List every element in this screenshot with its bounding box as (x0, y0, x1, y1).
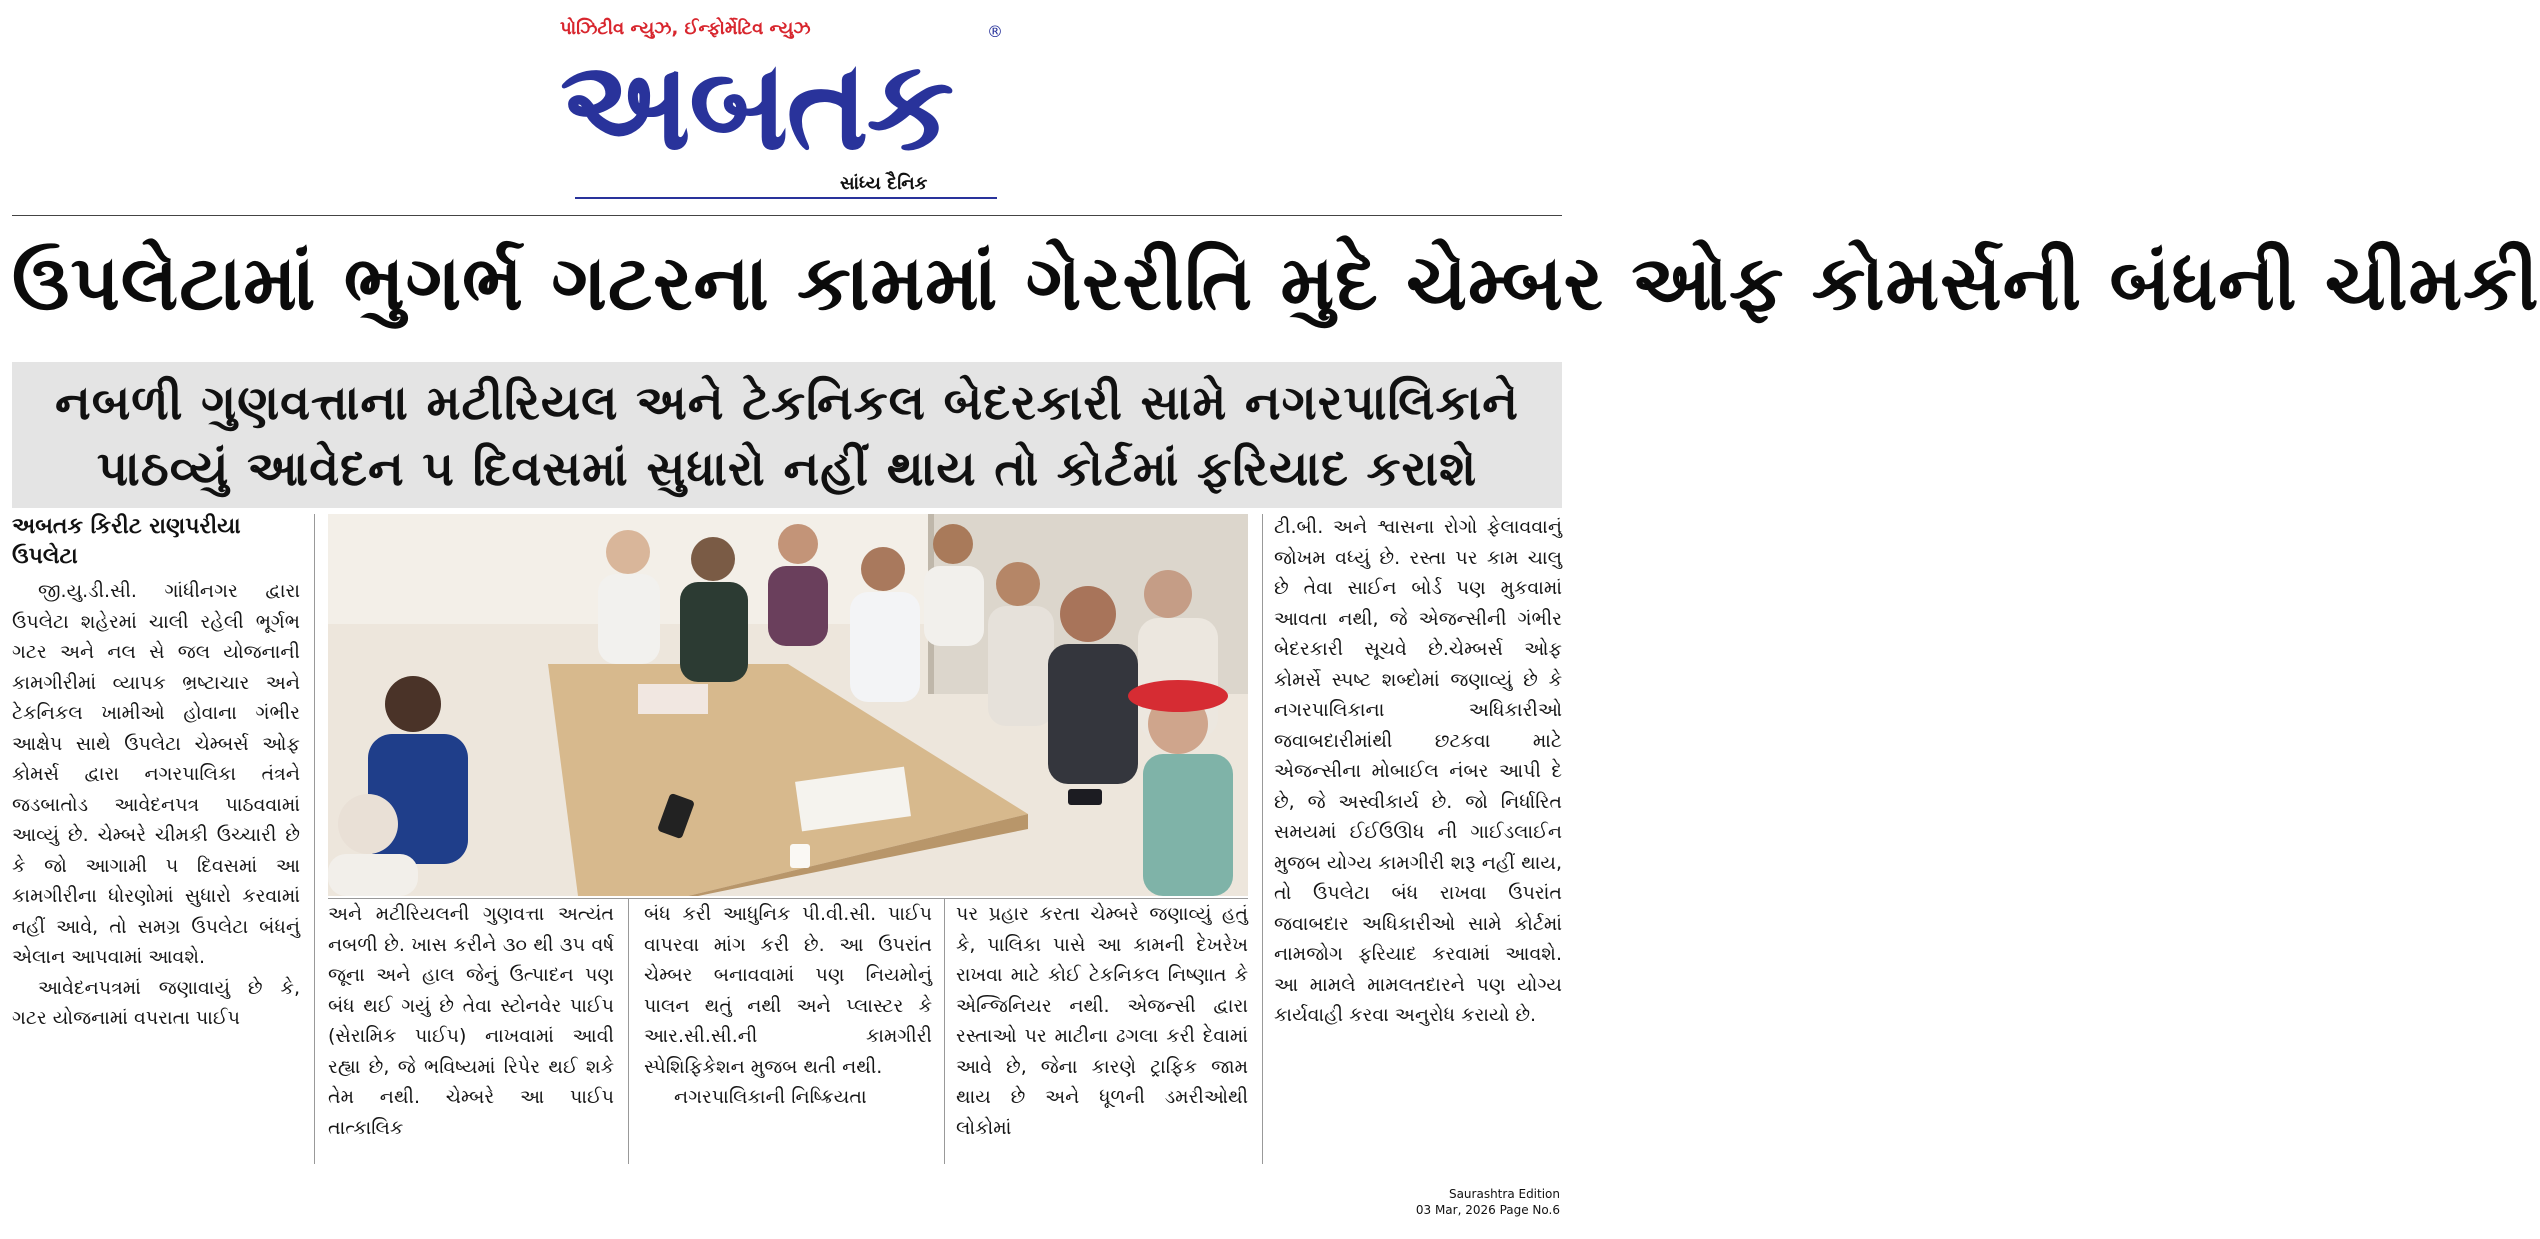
column-divider (944, 898, 945, 1164)
article-subheadline-box (12, 362, 1562, 508)
masthead-subbrand: સાંધ્ય દૈનિક (840, 173, 928, 194)
paragraph: અને મટીરિયલની ગુણવત્તા અત્યંત નબળી છે. ખાસ કરીને ૩૦ થી ૩૫ વર્ષ જૂના અને હાલ જેનું ઉત્પાદન પણ બંધ થઈ ગયું છે તેવા સ્ટોનવેર પાઈપ (સેરામિક પાઈપ) નાખવામાં આવી રહ્યા છે, જે ભવિષ્યમાં રિપેર થઈ શકે તેમ નથી. ચેમ્બરે આ પાઈપ તાત્કાલિક (328, 903, 614, 1139)
article-column-2 (328, 899, 614, 1143)
article-headline: ઉપલેટામાં ભુગર્ભ ગટરના કામમાં ગેરરીતિ મુદે ચેમ્બર ઓફ કોમર્સની બંધની ચીમકી (12, 238, 2540, 327)
byline-place: ઉપલેટા (12, 544, 78, 569)
registered-mark: ® (987, 22, 1003, 41)
byline (12, 512, 312, 572)
masthead-underline (575, 197, 997, 199)
edition-date-page: 03 Mar, 2026 Page No.6 (1415, 1203, 1560, 1217)
newspaper-logo: અબતક (560, 34, 953, 178)
paragraph: પર પ્રહાર કરતા ચેમ્બરે જણાવ્યું હતું કે, પાલિકા પાસે આ કામની દેખરેખ રાખવા માટે કોઈ ટેકનિકલ નિષ્ણાત કે એન્જિનિયર નથી. એજન્સી દ્વારા રસ્તાઓ પર માટીના ઢગલા કરી દેવામાં આવે છે, જેના કારણે ટ્રાફિક જામ થાય છે અને ધૂળની ડમરીઓથી લોકોમાં (956, 903, 1248, 1139)
article-column-4 (956, 899, 1248, 1143)
byline-name: અબતક કિરીટ રાણપરીયા (12, 514, 241, 539)
edition-info (1416, 1186, 1560, 1218)
masthead-tagline: પોઝિટીવ ન્યુઝ, ઈન્ફોર્મેટિવ ન્યુઝ (560, 18, 811, 39)
column-divider (1262, 514, 1263, 1164)
masthead (0, 0, 1582, 210)
article-subheadline-line-1: નબળી ગુણવત્તાના મટીરિયલ અને ટેકનિકલ બેદરકારી સામે નગરપાલિકાને (54, 375, 1519, 431)
edition-name: Saurashtra Edition (1448, 1187, 1560, 1201)
column-divider (314, 514, 315, 1164)
article-photo (328, 514, 1248, 896)
column-divider (628, 898, 629, 1164)
article-column-5 (1274, 512, 1562, 1031)
article-subheadline-line-2: પાઠવ્યું આવેદન ૫ દિવસમાં સુધારો નહીં થાય તો કોર્ટમાં ફરિયાદ કરાશે (96, 441, 1478, 497)
paragraph: આવેદનપત્રમાં જણાવાયું છે કે, ગટર યોજનામાં વપરાતા પાઈપ (12, 976, 300, 1029)
article-column-1 (12, 576, 300, 1034)
paragraph: નગરપાલિકાની નિષ્ક્રિયતા (674, 1086, 867, 1108)
meeting-photo-illustration (328, 514, 1248, 896)
paragraph: બંધ કરી આધુનિક પી.વી.સી. પાઈપ વાપરવા માંગ કરી છે. આ ઉપરાંત ચેમ્બર બનાવવામાં પણ નિયમોનું પાલન થતું નથી અને પ્લાસ્ટર કે આર.સી.સી.ની કામગીરી સ્પેશિફિકેશન મુજબ થતી નથી. (644, 903, 932, 1078)
article-column-3 (644, 899, 932, 1113)
paragraph: ટી.બી. અને શ્વાસના રોગો ફેલાવવાનું જોખમ વધ્યું છે. રસ્તા પર કામ ચાલુ છે તેવા સાઈન બોર્ડ પણ મુકવામાં આવતા નથી, જે એજન્સીની ગંભીર બેદરકારી સૂચવે છે.ચેમ્બર્સ ઓફ કોમર્સે સ્પષ્ટ શબ્દોમાં જણાવ્યું છે કે નગરપાલિકાના અધિકારીઓ જવાબદારીમાંથી છટકવા માટે એજન્સીના મોબાઈલ નંબર આપી દે છે, જે અસ્વીકાર્ય છે. જો નિર્ધારિત સમયમાં ઈઈઉઊધ ની ગાઈડલાઈન મુજબ યોગ્ય કામગીરી શરૂ નહીં થાય, તો ઉપલેટા બંધ રાખવા ઉપરાંત જવાબદાર અધિકારીઓ સામે કોર્ટમાં નામજોગ ફરિયાદ કરવામાં આવશે. આ મામલે મામલતદારને પણ યોગ્ય કાર્યવાહી કરવા અનુરોધ કરાયો છે. (1274, 516, 1562, 1026)
paragraph: જી.યુ.ડી.સી. ગાંધીનગર દ્વારા ઉપલેટા શહેરમાં ચાલી રહેલી ભૂર્ગભ ગટર અને નલ સે જલ યોજનાની કામગીરીમાં વ્યાપક ભ્રષ્ટાચાર અને ટેકનિકલ ખામીઓ હોવાના ગંભીર આક્ષેપ સાથે ઉપલેટા ચેમ્બર્સ ઓફ કોમર્સ દ્વારા નગરપાલિકા તંત્રને જડબાતોડ આવેદનપત્ર પાઠવવામાં આવ્યું છે. ચેમ્બરે ચીમકી ઉચ્ચારી છે કે જો આગામી ૫ દિવસમાં આ કામગીરીના ધોરણોમાં સુધારો કરવામાં નહીં આવે, તો સમગ્ર ઉપલેટા બંધનું એલાન આપવામાં આવશે. (12, 580, 300, 968)
masthead-divider (12, 215, 1562, 216)
